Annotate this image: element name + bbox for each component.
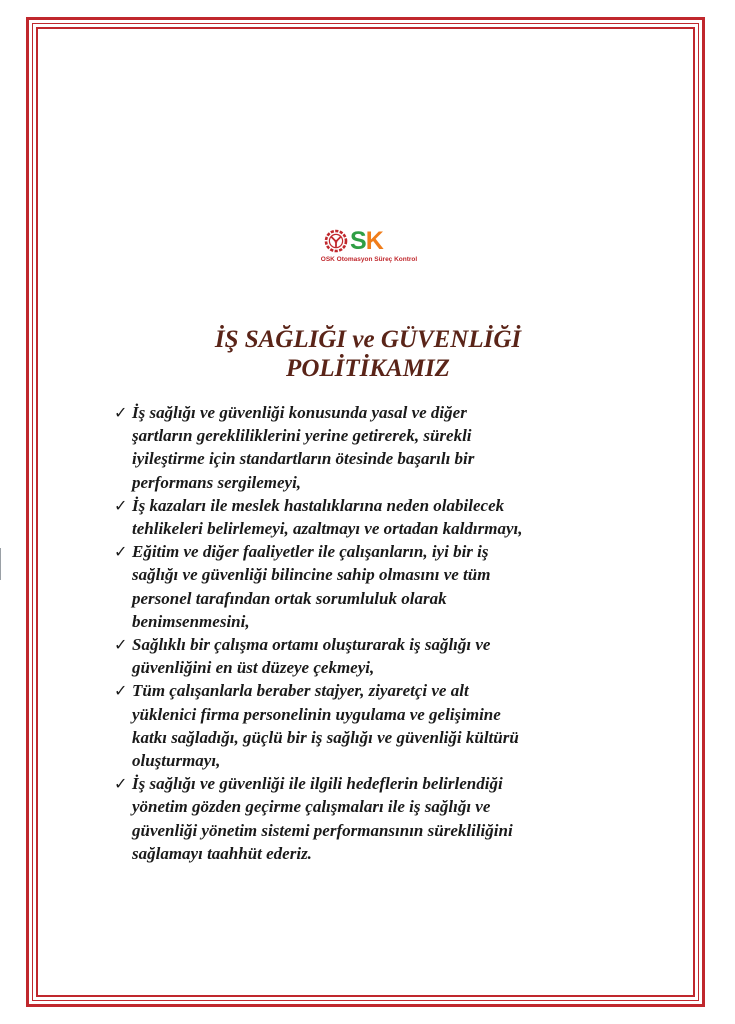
page-title	[60, 325, 676, 383]
checkmark-icon: ✓	[114, 403, 128, 422]
policy-item	[114, 772, 674, 865]
policy-item-text: Tüm çalışanlarla beraber stajyer, ziyaretçi ve alt yüklenici firma personelinin uygulama ve gelişimine katkı sağladığı, güçlü bir iş sağlığı ve güvenliği kültürü oluşturmayı,	[132, 681, 519, 771]
logo-caption: OSK Otomasyon Süreç Kontrol	[320, 256, 418, 263]
policy-list	[114, 401, 674, 865]
policy-item	[114, 540, 674, 633]
scan-edge-mark	[0, 548, 1, 580]
checkmark-icon: ✓	[114, 681, 128, 701]
page-title-line-2: POLİTİKAMIZ	[286, 355, 450, 382]
company-logo	[304, 225, 434, 269]
logo-letter-k: K	[365, 227, 383, 255]
logo-letter-s: S	[350, 227, 366, 255]
policy-item-text: İş sağlığı ve güvenliği ile ilgili hedeflerin belirlendiği yönetim gözden geçirme çalışmaları ile iş sağlığı ve güvenliği yönetim sistemi performansının sürekliliğini sağlamayı taahhüt ederiz.	[132, 774, 513, 863]
policy-item	[114, 633, 674, 679]
policy-item	[114, 494, 674, 540]
osk-gear-logo-icon	[324, 229, 348, 253]
policy-item	[114, 401, 674, 494]
policy-item-text: Eğitim ve diğer faaliyetler ile çalışanların, iyi bir iş sağlığı ve güvenliği bilincine sahip olmasını ve tüm personel tarafından ortak sorumluluk olarak benimsenmesini,	[132, 542, 491, 631]
checkmark-icon: ✓	[114, 495, 128, 515]
policy-item-text: Sağlıklı bir çalışma ortamı oluşturarak iş sağlığı ve güvenliğini en üst düzeye çekmeyi,	[132, 635, 491, 678]
checkmark-icon: ✓	[114, 542, 128, 562]
policy-item-text: İş kazaları ile meslek hastalıklarına neden olabilecek tehlikeleri belirlemeyi, azaltmayı ve ortadan kaldırmayı,	[132, 495, 523, 539]
page-title-line-1: İŞ SAĞLIĞI ve GÜVENLİĞİ	[214, 326, 522, 353]
checkmark-icon: ✓	[114, 774, 128, 794]
checkmark-icon: ✓	[114, 635, 128, 655]
policy-item	[114, 679, 674, 772]
logo-wordmark	[350, 226, 383, 256]
policy-item-text: İş sağlığı ve güvenliği konusunda yasal ve diğer şartların gerekliliklerini yerine getirerek, sürekli iyileştirme için standartların ötesinde başarılı bir performans sergilemeyi,	[132, 403, 475, 492]
